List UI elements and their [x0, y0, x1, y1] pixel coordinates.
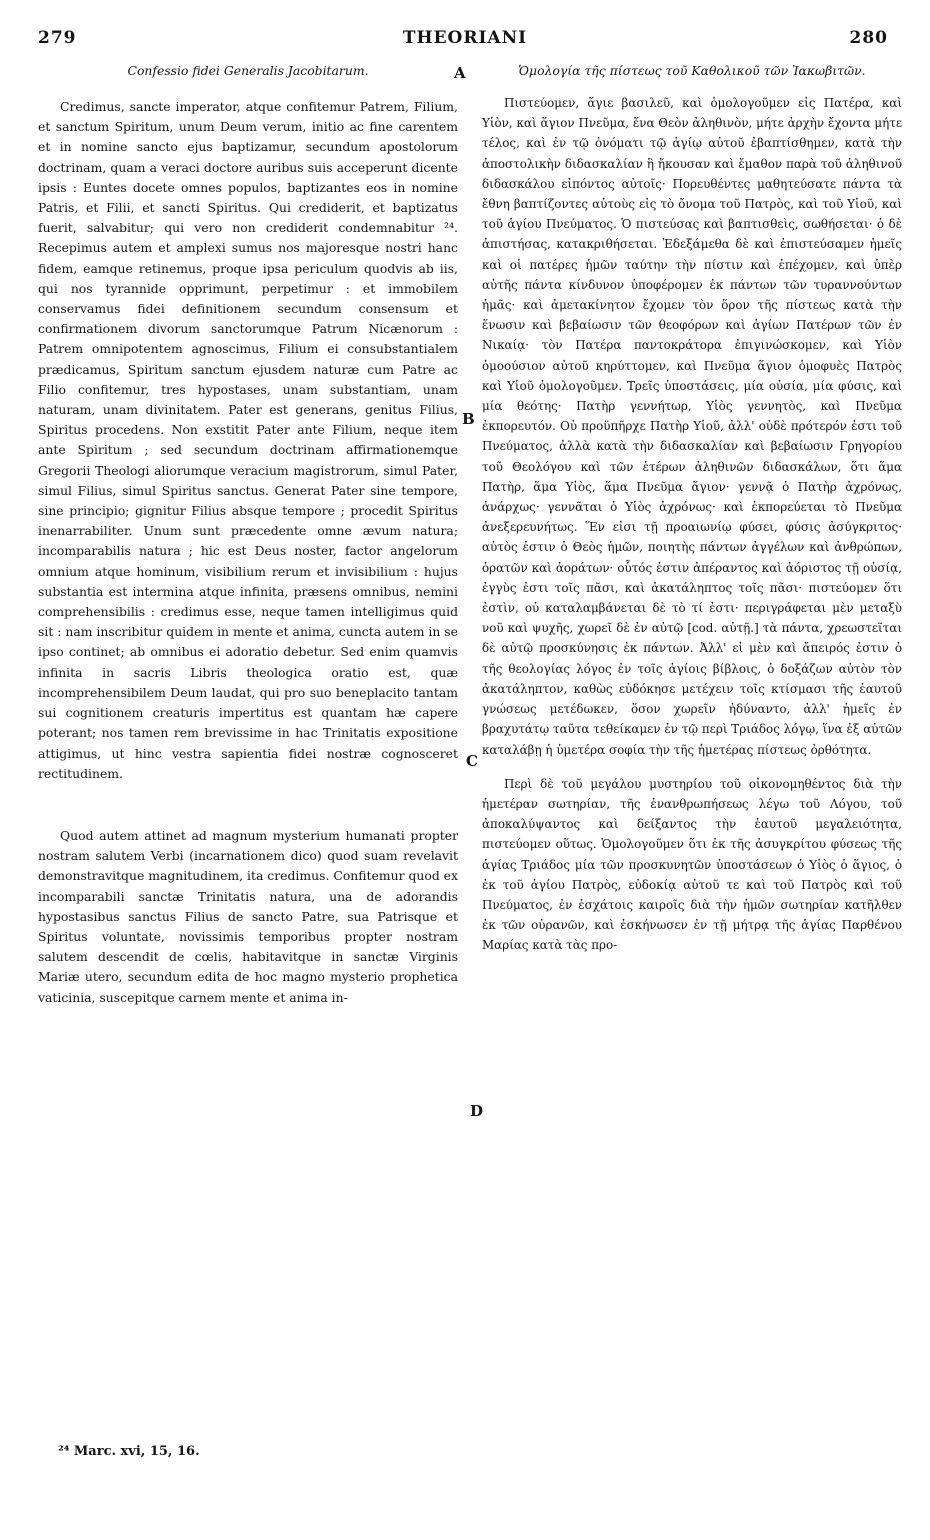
margin-marker-c: C [466, 752, 478, 770]
margin-marker-b: B [462, 410, 475, 428]
right-page-number: 280 [849, 28, 888, 48]
footnote: ²⁴ Marc. xvi, 15, 16. [58, 1444, 200, 1459]
latin-paragraph: Credimus, sancte imperator, atque confitemur Patrem, Filium, et sanctum Spiritum, unum Deum verum, initio ac fine carentem et in nomine sancto ejus baptizamur, secundum apostolorum doctrinam, quam a veraci doctore auribus suis acceperunt dicente ipsis : Euntes docete omnes populos, baptizantes eos in nomine Patris, et Filii, et sancti Spiritus. Qui crediderit, et baptizatus fuerit, salvabitur; qui vero non crediderit condemnabitur ²⁴. Recepimus autem et amplexi sumus nos majoresque nostri hanc fidem, eamque retinemus, proque ipsa periculum quodvis ab iis, qui nos tyrannide opprimunt, perpetimur : et immobilem conservamus fidei definitionem secundum consensum et confirmationem divorum sanctorumque Patrum Nicænorum : Patrem omnipotentem agnoscimus, Filium ei consubstantialem prædicamus, Spiritum sanctum ejusdem naturæ cum Patre ac Filio confitemur, tres hypostases, unam substantiam, unam naturam, unam divinitatem. Pater est generans, genitus Filius, Spiritus procedens. Non exstitit Pater ante Filium, neque item ante Spiritum ; sed secundum doctrinam affirmationemque Gregorii Theologi aliorumque veracium magistrorum, simul Pater, simul Filius, simul Spiritus sanctus. Generat Pater sine tempore, sine principio; gignitur Filius absque tempore ; procedit Spiritus inenarrabiliter. Unum sunt præcedente omne ævum natura; incomparabilis natura ; hic est Deus noster, factor angelorum omnium atque hominum, visibilium rerum et invisibilium : hujus substantia est interminа atque infinita, præsens omnibus, nemini comprehensibilis : credimus esse, neque tamen intelligimus quid sit : nam inscribitur quidem in mente et anima, cuncta autem in se ipso continet; ab omnibus ei adoratio debetur. Sed enim quamvis infinita in sacris Libris theologica oratio est, quæ incomprehensibilem Deum laudat, qui pro suo beneplacito tantam sui cognitionem creaturis impertitus est quantam hæ capere poterant; nos tamen rem brevissime in hac Trinitatis expositione attigimus, ut hinc vestra sapientia fidei nostræ cognosceret rectitudinem. [38, 99, 458, 781]
latin-paragraph: Quod autem attinet ad magnum mysterium humanati propter nostram salutem Verbi (incarnationem dico) quod suam revelavit demonstravitque magnitudinem, ita credimus. Confitemur quod ex incomparabili sanctæ Trinitatis natura, una de adorandis hypostasibus sanctus Filius de sancto Patre, sua Patrisque et Spiritus voluntate, novissimis temporibus propter nostram salutem descendit de cœlis, habitavitque in sanctæ Virginis Mariæ utero, secundum edita de hoc magno mysterio prophetica vaticinia, suscepitque carnem mente et anima in- [38, 827, 459, 1005]
greek-column [482, 62, 902, 970]
latin-column [38, 62, 458, 1022]
left-page-number: 279 [38, 28, 77, 48]
greek-column-title: Ὁμολογία τῆς πίστεως τοῦ Καθολικοῦ τῶν Ἰακωβιτῶν. [518, 63, 866, 78]
margin-marker-d: D [470, 1102, 484, 1120]
latin-column-title: Confessio fidei Generalis Jacobitarum. [127, 63, 369, 78]
greek-paragraph: Πιστεύομεν, ἅγιε βασιλεῦ, καὶ ὁμολογοῦμεν εἰς Πατέρα, καὶ Υἱὸν, καὶ ἅγιον Πνεῦμα, ἕνα Θεὸν ἀληθινὸν, μήτε ἀρχὴν ἔχοντα μήτε τέλος, καὶ ἐν τῷ ὀνόματι τῷ ἁγίῳ αὐτοῦ ἐβαπτίσθημεν, κατὰ τὴν ἀποστολικὴν διδασκαλίαν ἣ ἤκουσαν καὶ ἔμαθον παρὰ τοῦ ἀληθινοῦ διδασκάλου εἰπόντος αὐτοῖς· Πορευθέντες μαθητεύσατε πάντα τὰ ἔθνη βαπτίζοντες αὐτοὺς εἰς τὸ ὄνομα τοῦ Πατρὸς, καὶ τοῦ Υἱοῦ, καὶ τοῦ ἁγίου Πνεύματος. Ὁ πιστεύσας καὶ βαπτισθεὶς, σωθήσεται· ὁ δὲ ἀπιστήσας, κατακριθήσεται. Ἐδεξάμεθα δὲ καὶ ἐπιστεύσαμεν ἡμεῖς καὶ οἱ πατέρες ἡμῶν ταύτην τὴν πίστιν καὶ ἐπέχομεν, καὶ ὑπὲρ αὐτῆς πάντα κίνδυνον ὑποφέρομεν ἐκ πάντων τῶν τυραννούντων ἡμᾶς· καὶ ἀμετακίνητον ἔχομεν τὸν ὅρον τῆς πίστεως κατὰ τὴν ἕνωσιν καὶ βεβαίωσιν τῶν θεοφόρων καὶ ἁγίων Πατέρων τῶν ἐν Νικαίᾳ· τὸν Πατέρα παντοκράτορα ἐπιγινώσκομεν, καὶ Υἱὸν ὁμοούσιον αὐτοῦ κηρύττομεν, καὶ Πνεῦμα ἅγιον ὁμοφυὲς Πατρὸς καὶ Υἱοῦ ὁμολογοῦμεν. Τρεῖς ὑποστάσεις, μία οὐσία, μία φύσις, καὶ μία θεότης· Πατὴρ γεννήτωρ, Υἱὸς γεννητὸς, καὶ Πνεῦμα ἐκπορευτόν. Οὐ προϋπῆρχε Πατὴρ Υἱοῦ, ἀλλ' οὐδὲ πρότερόν ἐστι τοῦ Πνεύματος, ἀλλὰ κατὰ τὴν διδασκαλίαν καὶ βεβαίωσιν Γρηγορίου τοῦ Θεολόγου καὶ τῶν ἑτέρων ἀληθινῶν διδασκάλων, ὅτι ἅμα Πατὴρ, ἅμα Υἱὸς, ἅμα Πνεῦμα ἅγιον· γεννᾷ ὁ Πατὴρ ἀχρόνως, ἀνάρχως· γεννᾶται ὁ Υἱὸς ἀχρόνως· καὶ ἐκπορεύεται τὸ Πνεῦμα ἀνεξερευνήτως. Ἕν εἰσι τῇ προαιωνίῳ φύσει, φύσις ἀσύγκριτος· αὐτὸς ἐστιν ὁ Θεὸς ἡμῶν, ποιητὴς πάντων ἀγγέλων καὶ ἀνθρώπων, ὁρατῶν καὶ ἀοράτων· οὗτός ἐστιν ἀπέραντος καὶ ἀόριστος τῇ οὐσίᾳ, ἐγγὺς ἐστι τοῖς πᾶσι, καὶ ἀκατάληπτος τοῖς πᾶσι· πιστεύομεν ὅτι ἐστὶν, οὐ καταλαμβάνεται δὲ τὸ τί ἐστι· περιγράφεται μὲν μεταξὺ νοῦ καὶ ψυχῆς, χωρεῖ δὲ ἐν αὐτῷ [cod. αὐτῇ.] τὰ πάντα, χρεωστεῖται δὲ αὐτῷ προσκύνησις ἐκ πάντων. Ἀλλ' εἰ μὲν καὶ ἄπειρός ἐστιν ὁ τῆς θεολογίας λόγος ἐν τοῖς ἁγίοις βίβλοις, ὁ δοξάζων αὐτὸν τὸν ἀκατάληπτον, καθὼς εὐδόκησε μετέχειν τοῖς κτίσμασι τῆς ἑαυτοῦ γνώσεως μετέδωκεν, ὅσον χωρεῖν ἠδύναντο, ἀλλ' ἡμεῖς ἐν βραχυτάτῳ ταῦτα τεθείκαμεν ἐν τῷ περὶ Τριάδος λόγῳ, ἵνα ἐξ αὐτῶν καταλάβῃ ἡ ὑμετέρα σοφία τὴν τῆς ἡμετέρας πίστεως ὀρθότητα. [482, 96, 902, 757]
greek-paragraph: Περὶ δὲ τοῦ μεγάλου μυστηρίου τοῦ οἰκονομηθέντος διὰ τὴν ἡμετέραν σωτηρίαν, τῆς ἐνανθρωπήσεως λέγω τοῦ Λόγου, τοῦ ἀποκαλύψαντος καὶ δείξαντος τὴν ἑαυτοῦ μεγαλειότητα, πιστεύομεν οὕτως. Ὁμολογοῦμεν ὅτι ἐκ τῆς ἀσυγκρίτου φύσεως τῆς ἁγίας Τριάδος μία τῶν προσκυνητῶν ὑποστάσεων ὁ Υἱὸς ὁ ἅγιος, ὁ ἐκ τοῦ ἁγίου Πατρὸς, εὐδοκίᾳ αὐτοῦ τε καὶ τοῦ Πατρὸς καὶ τοῦ Πνεύματος, ἐν ἐσχάτοις καιροῖς διὰ τὴν ἡμῶν σωτηρίαν κατῆλθεν ἐκ τῶν οὐρανῶν, καὶ ἐσκήνωσεν ἐν τῇ μήτρᾳ τῆς ἁγίας Παρθένου Μαρίας κατὰ τὰς προ- [482, 776, 902, 953]
running-title: THEORIANI [402, 28, 528, 48]
margin-marker-a: A [454, 64, 466, 82]
